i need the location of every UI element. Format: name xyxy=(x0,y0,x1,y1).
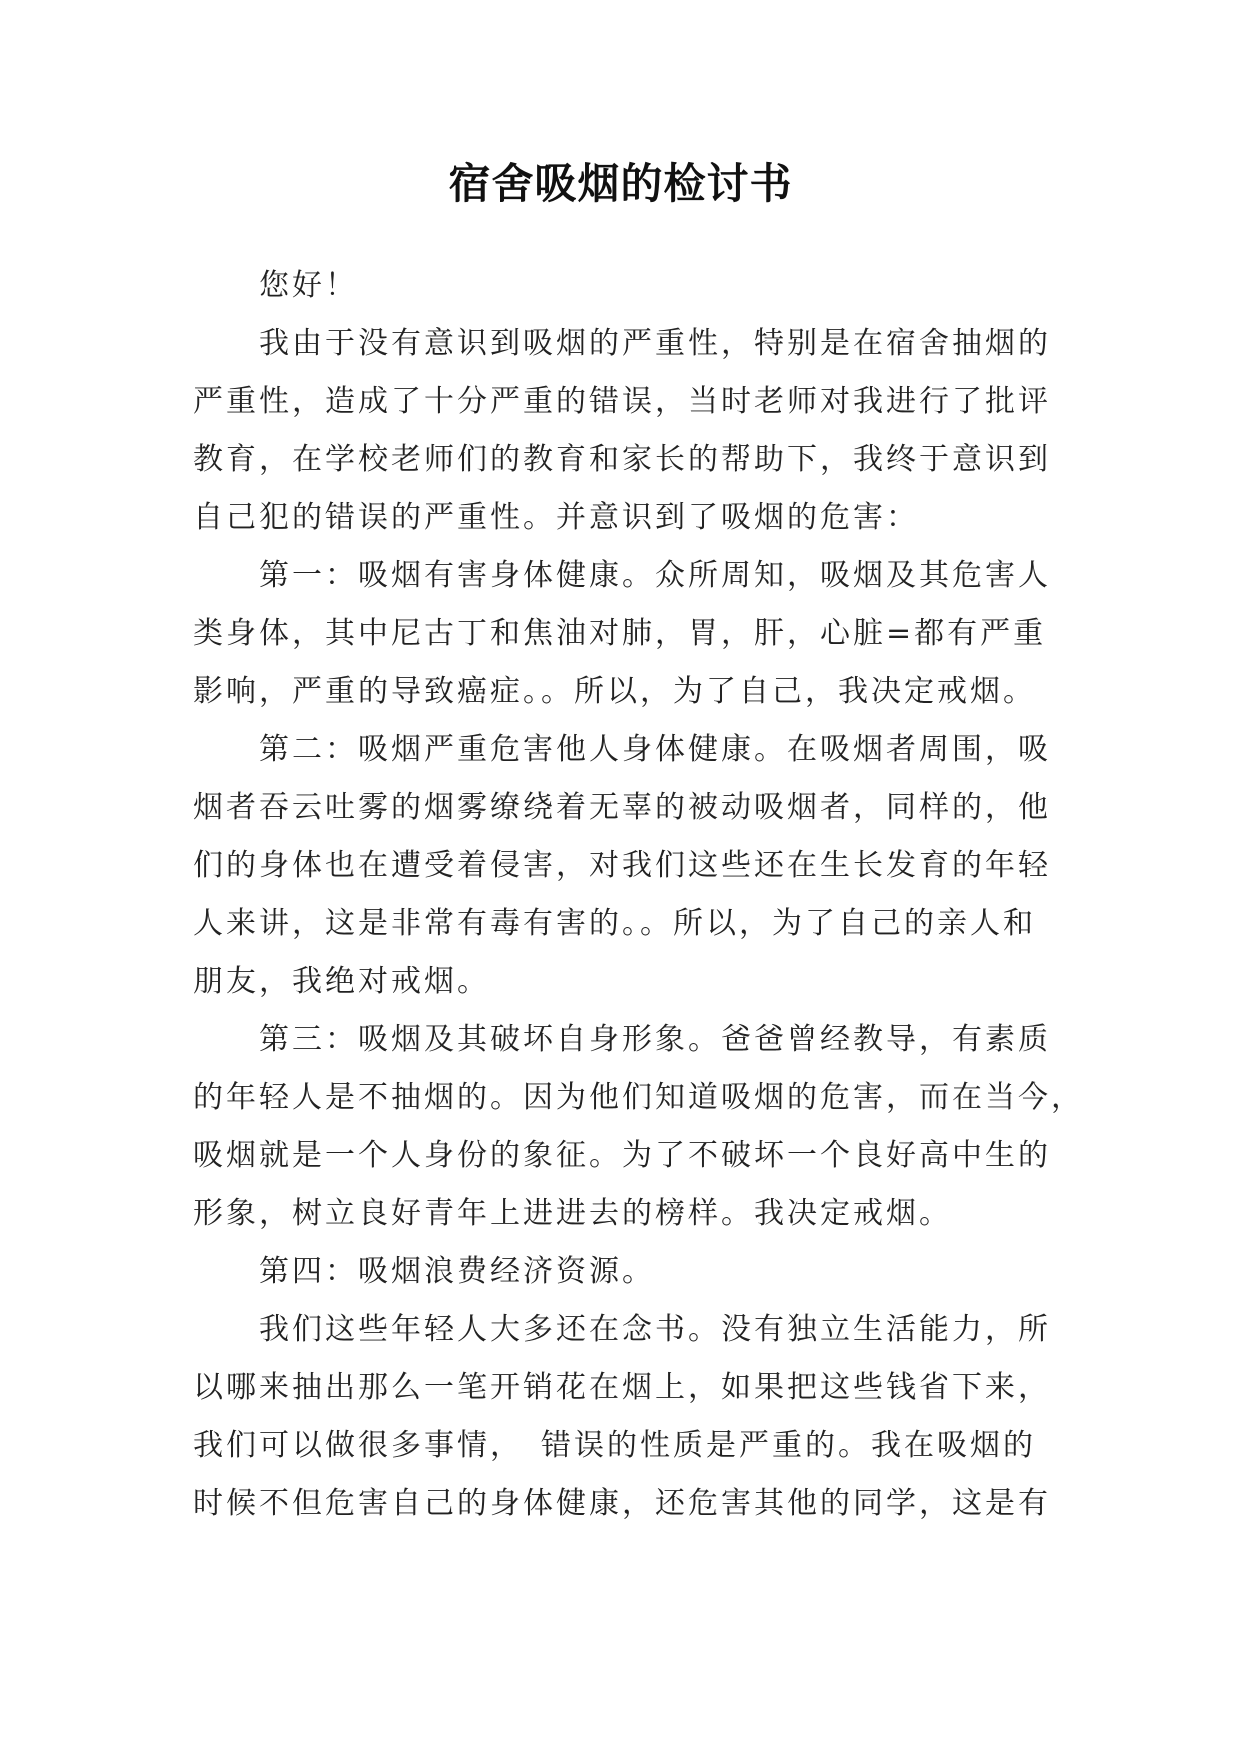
document-body xyxy=(193,257,1084,1533)
text-line: 教育，在学校老师们的教育和家长的帮助下，我终于意识到 xyxy=(193,442,1051,477)
text-line: 我由于没有意识到吸烟的严重性，特别是在宿舍抽烟的 xyxy=(259,326,1051,361)
text-line: 第三：吸烟及其破坏自身形象。爸爸曾经教导，有素质 xyxy=(259,1022,1051,1057)
text-line: 们的身体也在遭受着侵害，对我们这些还在生长发育的年轻 xyxy=(193,848,1051,883)
text-line: 烟者吞云吐雾的烟雾缭绕着无辜的被动吸烟者，同样的，他 xyxy=(193,790,1051,825)
text-line: 第二：吸烟严重危害他人身体健康。在吸烟者周围，吸 xyxy=(259,732,1051,767)
text-line: 我们可以做很多事情， 错误的性质是严重的。我在吸烟的 xyxy=(193,1428,1036,1463)
text-line: 第一：吸烟有害身体健康。众所周知，吸烟及其危害人 xyxy=(259,558,1051,593)
text-line: 影响，严重的导致癌症。。所以，为了自己，我决定戒烟。 xyxy=(193,674,1036,709)
text-line: 时候不但危害自己的身体健康，还危害其他的同学，这是有 xyxy=(193,1486,1051,1521)
text-line: 人来讲，这是非常有毒有害的。。所以，为了自己的亲人和 xyxy=(193,906,1036,941)
text-line: 形象，树立良好青年上进进去的榜样。我决定戒烟。 xyxy=(193,1196,952,1231)
text-line: 您好！ xyxy=(259,268,358,303)
text-line: 吸烟就是一个人身份的象征。为了不破坏一个良好高中生的 xyxy=(193,1138,1051,1173)
text-line: 以哪来抽出那么一笔开销花在烟上，如果把这些钱省下来， xyxy=(193,1370,1051,1405)
text-line: 第四：吸烟浪费经济资源。 xyxy=(259,1254,655,1289)
text-line: 的年轻人是不抽烟的。因为他们知道吸烟的危害，而在当今， xyxy=(193,1080,1084,1115)
text-line: 类身体，其中尼古丁和焦油对肺，胃，肝，心脏=都有严重 xyxy=(193,616,1047,651)
text-line: 严重性，造成了十分严重的错误，当时老师对我进行了批评 xyxy=(193,384,1051,419)
text-line: 我们这些年轻人大多还在念书。没有独立生活能力，所 xyxy=(259,1312,1051,1347)
text-line: 朋友，我绝对戒烟。 xyxy=(193,964,490,999)
text-line: 自己犯的错误的严重性。并意识到了吸烟的危害： xyxy=(193,500,919,535)
document-title: 宿舍吸烟的检讨书 xyxy=(448,159,793,208)
